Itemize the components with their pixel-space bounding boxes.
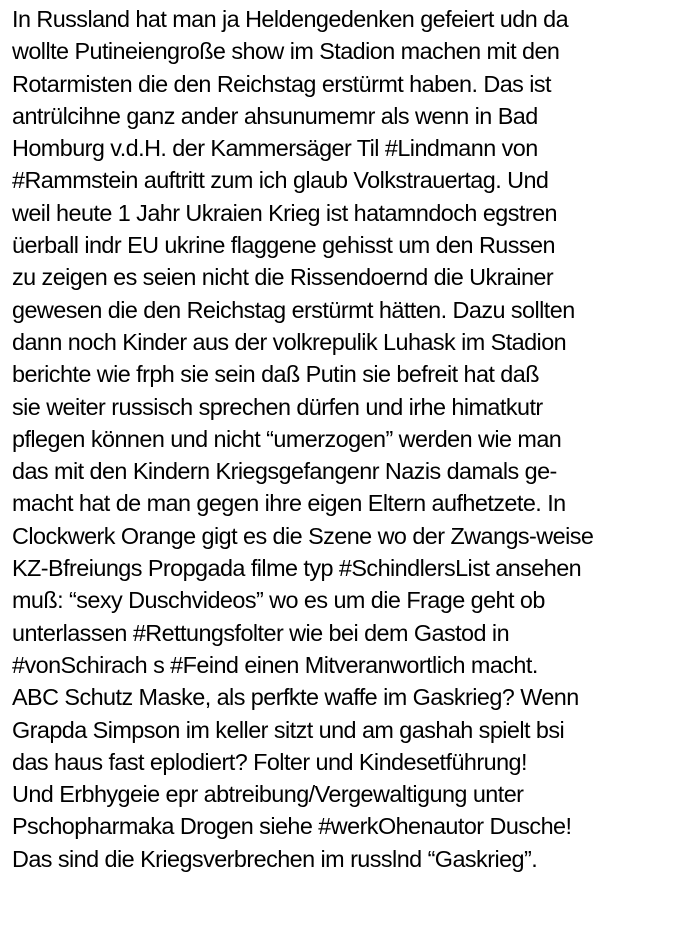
text-line: üerball indr EU ukrine flaggene gehisst um den Russen <box>12 232 555 259</box>
text-line: sie weiter russisch sprechen dürfen und irhe himatkutr <box>12 393 543 420</box>
text-line: ABC Schutz Maske, als perfkte waffe im Gaskrieg? Wenn <box>12 684 579 711</box>
text-line: zu zeigen es seien nicht die Rissendoernd die Ukrainer <box>12 264 554 291</box>
text-line: wollte Putineiengroße show im Stadion machen mit den <box>12 38 560 65</box>
text-line: berichte wie frph sie sein daß Putin sie befreit hat daß <box>12 361 539 388</box>
text-line: unterlassen #Rettungsfolter wie bei dem Gastod in <box>12 619 510 646</box>
text-line: Rotarmisten die den Reichstag erstürmt haben. Das ist <box>12 70 551 97</box>
text-line: das haus fast eplodiert? Folter und Kindesetführung! <box>12 748 527 775</box>
text-line: #Rammstein auftritt zum ich glaub Volkstrauertag. Und <box>12 167 549 194</box>
text-line: Das sind die Kriegsverbrechen im russlnd “Gaskrieg”. <box>12 845 538 872</box>
text-line: macht hat de man gegen ihre eigen Eltern aufhetzete. In <box>12 490 566 517</box>
text-line: Pschopharmaka Drogen siehe #werkOhenautor Dusche! <box>12 813 572 840</box>
text-line: #vonSchirach s #Feind einen Mitveranwortlich macht. <box>12 651 538 678</box>
text-line: das mit den Kindern Kriegsgefangenr Nazis damals ge- <box>12 458 557 485</box>
body-text <box>12 3 680 875</box>
text-line: muß: “sexy Duschvideos” wo es um die Frage geht ob <box>12 587 545 614</box>
text-line: Homburg v.d.H. der Kammersäger Til #Lindmann von <box>12 135 538 162</box>
text-line: pflegen können und nicht “umerzogen” werden wie man <box>12 425 562 452</box>
text-line: dann noch Kinder aus der volkrepulik Luhask im Stadion <box>12 328 567 355</box>
text-line: Und Erbhygeie epr abtreibung/Vergewaltigung unter <box>12 781 524 808</box>
text-line: Clockwerk Orange gigt es die Szene wo der Zwangs-weise <box>12 522 594 549</box>
text-line: gewesen die den Reichstag erstürmt hätten. Dazu sollten <box>12 296 575 323</box>
text-line: antrülcihne ganz ander ahsunumemr als wenn in Bad <box>12 102 538 129</box>
text-line: In Russland hat man ja Heldengedenken gefeiert udn da <box>12 6 569 32</box>
text-line: KZ-Bfreiungs Propgada filme typ #SchindlersList ansehen <box>12 555 582 582</box>
text-line: Grapda Simpson im keller sitzt und am gashah spielt bsi <box>12 716 565 743</box>
text-line: weil heute 1 Jahr Ukraien Krieg ist hatamndoch egstren <box>12 199 557 226</box>
